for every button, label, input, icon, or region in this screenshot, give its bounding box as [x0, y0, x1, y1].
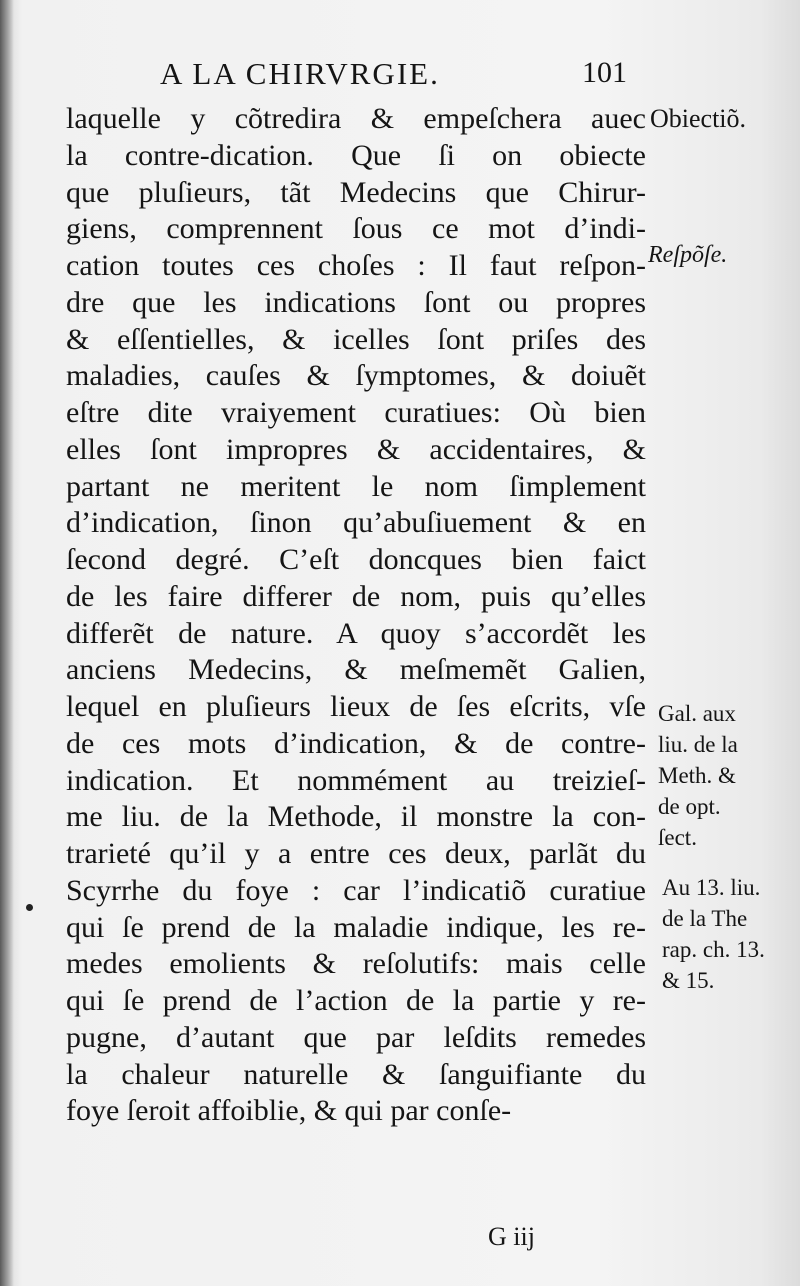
margin-note-line: Au 13. liu.	[662, 875, 761, 900]
text-line: Scyrrhe du foye : car l’indicatiõ curatiue	[66, 873, 646, 907]
text-line: lequel en pluſieurs lieux de ſes eſcrits, vſe	[66, 690, 646, 723]
margin-note-line: rap. ch. 13.	[662, 937, 765, 962]
margin-note-line: de la The	[662, 906, 748, 931]
margin-note-objection: Obiectiõ.	[650, 104, 747, 133]
text-line: & eſſentielles, & icelles ſont priſes des	[66, 322, 646, 356]
text-line: que pluſieurs, tãt Medecins que Chirur-	[66, 175, 646, 209]
text-line: maladies, cauſes & ſymptomes, & doiuẽt	[66, 359, 646, 393]
binding-shadow	[0, 0, 14, 1286]
text-line: anciens Medecins, & meſmemẽt Galien,	[66, 653, 646, 687]
text-line: eſtre dite vraiyement curatiues: Où bien	[66, 396, 646, 429]
margin-note-line: ſect.	[658, 825, 697, 850]
margin-note-line: Gal. aux	[658, 701, 736, 726]
text-line: dre que les indications ſont ou propres	[66, 285, 646, 319]
text-line: de ces mots d’indication, & de contre-	[66, 726, 646, 760]
text-line: giens, comprennent ſous ce mot d’indi-	[66, 212, 646, 246]
text-line: de les faire differer de nom, puis qu’elles	[66, 579, 646, 613]
body-text	[66, 101, 646, 1130]
margin-note-au-liu	[662, 872, 765, 996]
text-line: d’indication, ſinon qu’abuſiuement & en	[66, 506, 646, 540]
text-line: la chaleur naturelle & ſanguifiante du	[66, 1057, 646, 1091]
text-line: pugne, d’autant que par leſdits remedes	[66, 1020, 646, 1054]
text-line: qui ſe prend de la maladie indique, les re-	[66, 910, 646, 944]
margin-note-line: de opt.	[658, 794, 721, 819]
signature-mark: G iij	[488, 1222, 535, 1251]
page-number: 101	[582, 56, 627, 89]
running-title: A LA CHIRVRGIE.	[160, 56, 440, 91]
margin-note-line: & 15.	[662, 968, 715, 993]
text-line: la contre-dication. Que ſi on obiecte	[66, 138, 646, 172]
margin-note-line: Meth. &	[658, 763, 736, 788]
text-line: medes emolients & reſolutifs: mais celle	[66, 947, 646, 981]
text-line: me liu. de la Methode, il monstre la con-	[66, 800, 646, 834]
ink-speck	[26, 904, 33, 911]
margin-note-response: Reſpõſe.	[648, 242, 728, 268]
text-line: qui ſe prend de l’action de la partie y re-	[66, 984, 646, 1017]
text-line: foye ſeroit affoiblie, & qui par conſe-	[66, 1094, 512, 1128]
text-line: partant ne meritent le nom ſimplement	[66, 469, 646, 503]
text-line: indication. Et nommément au treizieſ-	[66, 763, 646, 797]
text-line: laquelle y cõtredira & empeſchera auec	[66, 102, 646, 135]
margin-note-line: liu. de la	[658, 732, 738, 757]
text-line: ſecond degré. C’eſt doncques bien faict	[66, 543, 646, 576]
text-line: trarieté qu’il y a entre ces deux, parlãt du	[66, 837, 646, 870]
text-line: differẽt de nature. A quoy s’accordẽt les	[66, 616, 646, 650]
text-line: elles ſont impropres & accidentaires, &	[66, 432, 646, 466]
margin-note-galen	[658, 698, 738, 853]
text-line: cation toutes ces choſes : Il faut reſpon-	[66, 249, 646, 282]
